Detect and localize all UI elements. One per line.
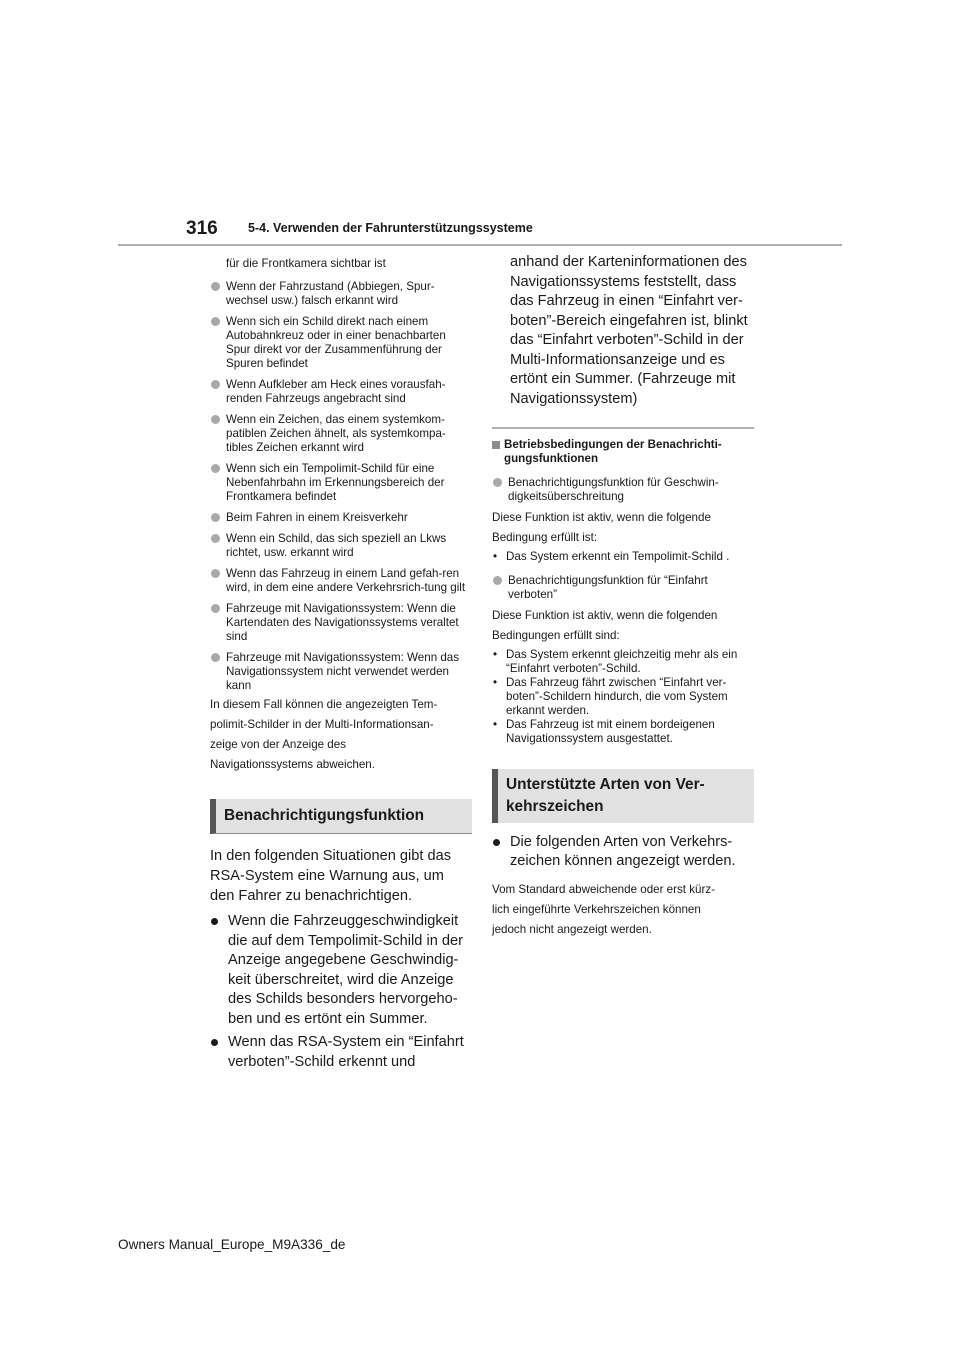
intro-paragraph: In den folgenden Situationen gibt das RSA-System eine Warnung aus, um den Fahrer zu benachrichtigen. — [210, 848, 451, 904]
bullet-dot-icon — [211, 317, 220, 326]
bullet-dot-icon — [211, 918, 218, 925]
footer-text: Owners Manual_Europe_M9A336_de — [118, 1237, 346, 1252]
section-box-sign-types — [492, 769, 754, 823]
bullet-dot-icon — [211, 569, 220, 578]
condition-text: Diese Funktion ist aktiv, wenn die folgenden Bedingungen erfüllt sind: — [492, 608, 718, 642]
list-item: Wenn die Fahrzeuggeschwindigkeit die auf dem Tempolimit-Schild in der Anzeige angegebene Geschwindig-keit überschreitet, wird die Anzeige des Schilds besonders hervorgeho-ben und es ertönt ein Summer. — [210, 912, 472, 1029]
list-item: Benachrichtigungsfunktion für “Einfahrt verboten” — [492, 574, 754, 602]
dash-item: • Das System erkennt gleichzeitig mehr als ein “Einfahrt verboten”-Schild. — [493, 647, 738, 675]
bullet-dot-icon — [211, 534, 220, 543]
bullet-dot-icon — [211, 415, 220, 424]
continuation-paragraph: anhand der Karteninformationen des Navigationssystems feststellt, dass das Fahrzeug in einen “Einfahrt ver-boten”-Bereich eingefahren ist, blinkt das “Einfahrt verboten”-Schild in der Multi-Informationsanzeige und es ertönt ein Summer. (Fahrzeuge mit Navigationssystem) — [510, 254, 748, 407]
list-item: Wenn sich ein Tempolimit-Schild für eine Nebenfahrbahn im Erkennungsbereich der Frontkamera befindet — [210, 462, 472, 504]
list-item: Wenn der Fahrzustand (Abbiegen, Spur-wechsel usw.) falsch erkannt wird — [210, 280, 472, 308]
list-item: Wenn das RSA-System ein “Einfahrt verboten”-Schild erkennt und — [210, 1033, 472, 1072]
bullet-dot-icon — [493, 839, 500, 846]
list-item-continuation: für die Frontkamera sichtbar ist — [226, 257, 386, 270]
subsection-heading: Betriebsbedingungen der Benachrichti-gungsfunktionen — [492, 438, 754, 466]
list-item: Wenn das Fahrzeug in einem Land gefah-ren wird, in dem eine andere Verkehrsrich-tung gilt — [210, 567, 472, 595]
left-column — [210, 257, 472, 1076]
dash-item: • Das Fahrzeug ist mit einem bordeigenen Navigationssystem ausgestattet. — [493, 717, 715, 745]
list-item: Fahrzeuge mit Navigationssystem: Wenn die Kartendaten des Navigationssystems veraltet sind — [210, 602, 472, 644]
section-title: 5-4. Verwenden der Fahrunterstützungssysteme — [248, 221, 533, 235]
list-item: Wenn Aufkleber am Heck eines vorausfah-renden Fahrzeugs angebracht sind — [210, 378, 472, 406]
bullet-dot-icon — [211, 653, 220, 662]
dash-item: • Das Fahrzeug fährt zwischen “Einfahrt ver-boten”-Schildern hindurch, die vom System erkannt werden. — [493, 675, 728, 717]
list-item: Wenn ein Zeichen, das einem systemkom-patiblen Zeichen ähnelt, als systemkompa-tibles Zeichen erkannt wird — [210, 413, 472, 455]
bullet-dot-icon — [211, 380, 220, 389]
condition-text: Diese Funktion ist aktiv, wenn die folgende Bedingung erfüllt ist: — [492, 510, 711, 544]
list-item: Wenn sich ein Schild direkt nach einem Autobahnkreuz oder in einer benachbarten Spur direkt vor der Zusammenführung der Spuren befindet — [210, 315, 472, 371]
square-bullet-icon — [492, 441, 500, 449]
section-heading: Unterstützte Arten von Ver- kehrszeichen — [506, 775, 705, 815]
section-box-notification — [210, 799, 472, 834]
list-item: Die folgenden Arten von Verkehrs-zeichen können angezeigt werden. — [492, 833, 754, 872]
list-item: Benachrichtigungsfunktion für Geschwin-digkeitsüberschreitung — [492, 476, 754, 504]
bullet-dot-icon — [493, 576, 502, 585]
right-column — [492, 253, 754, 940]
bullet-dot-icon — [211, 604, 220, 613]
bullet-dot-icon — [211, 1039, 218, 1046]
list-item: Fahrzeuge mit Navigationssystem: Wenn das Navigationssystem nicht verwendet werden kann — [210, 651, 472, 693]
list-item: Beim Fahren in einem Kreisverkehr — [210, 511, 472, 525]
bullet-dot-icon — [493, 478, 502, 487]
bullet-dot-icon — [211, 282, 220, 291]
page-number: 316 — [186, 218, 218, 239]
dash-item: • Das System erkennt ein Tempolimit-Schild . — [493, 549, 730, 563]
bullet-dot-icon — [211, 464, 220, 473]
list-item: Wenn ein Schild, das sich speziell an Lkws richtet, usw. erkannt wird — [210, 532, 472, 560]
header-rule — [118, 244, 842, 246]
note-text: In diesem Fall können die angezeigten Tem- polimit-Schilder in der Multi-Informationsan- zeige von der Anzeige des Navigationssystems abweichen. — [210, 698, 438, 771]
note-text: Vom Standard abweichende oder erst kürz- lich eingeführte Verkehrszeichen können jedoch nicht angezeigt werden. — [492, 882, 715, 936]
bullet-dot-icon — [211, 513, 220, 522]
section-heading: Benachrichtigungsfunktion — [224, 807, 425, 824]
